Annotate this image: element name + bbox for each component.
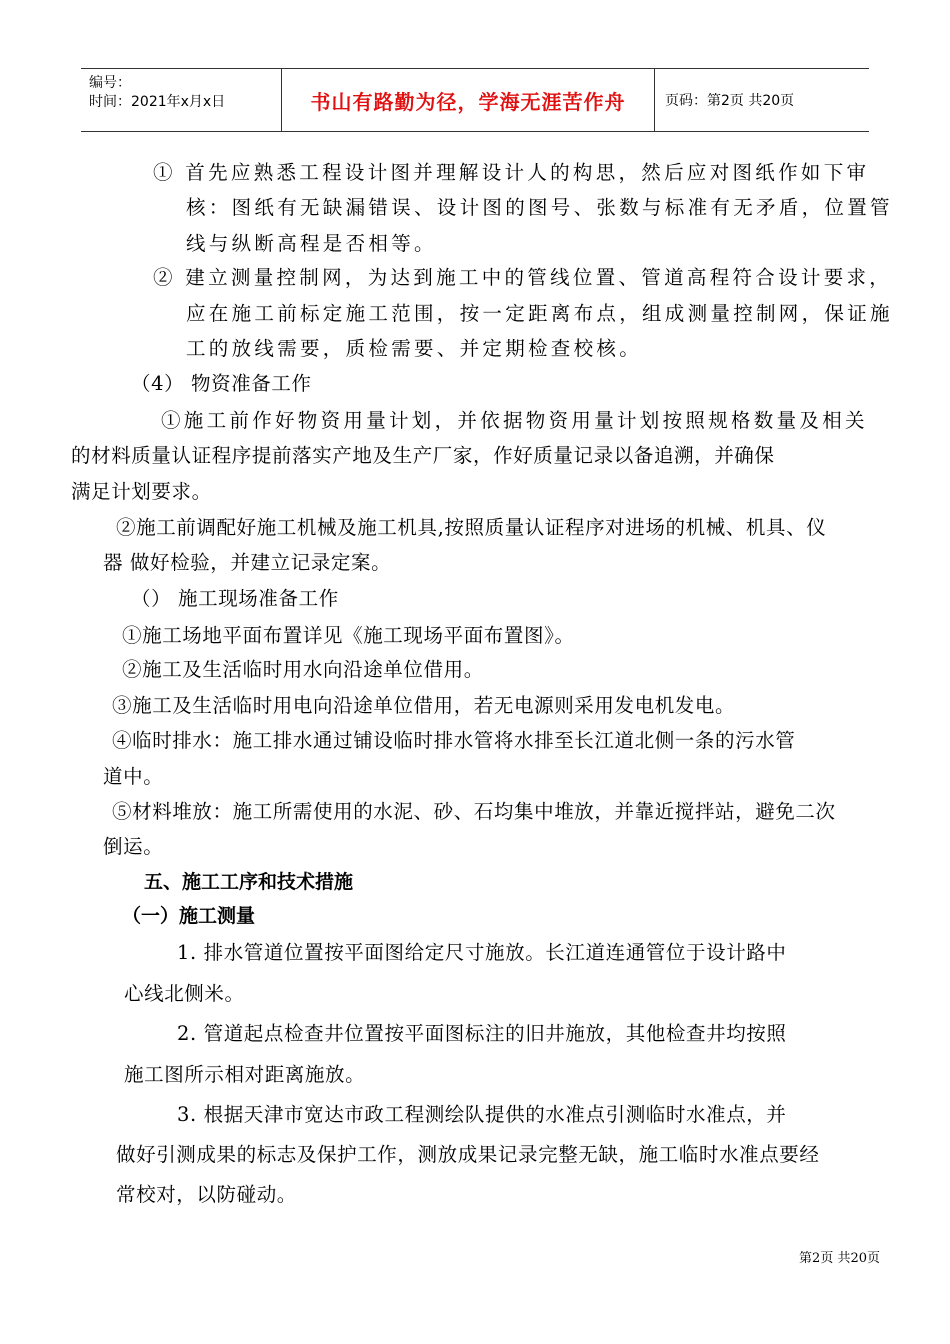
paragraph-line: 道中。 bbox=[103, 765, 164, 788]
paragraph-line: 1. 排水管道位置按平面图给定尺寸施放。长江道连通管位于设计路中 bbox=[177, 941, 787, 964]
page-header bbox=[81, 68, 869, 132]
chapter-heading: 五、施工工序和技术措施 bbox=[144, 871, 354, 893]
section-heading: （4） 物资准备工作 bbox=[131, 372, 312, 395]
paragraph-line: ③施工及生活临时用电向沿途单位借用，若无电源则采用发电机发电。 bbox=[112, 694, 736, 717]
paragraph-line: 3. 根据天津市宽达市政工程测绘队提供的水准点引测临时水准点，并 bbox=[177, 1103, 787, 1126]
paragraph-line: ⑤材料堆放：施工所需使用的水泥、砂、石均集中堆放，并靠近搅拌站，避免二次 bbox=[112, 800, 836, 823]
header-page-info: 页码：第2页 共20页 bbox=[665, 93, 795, 109]
paragraph-line: 心线北侧米。 bbox=[124, 982, 245, 1005]
paragraph-line: 的材料质量认证程序提前落实产地及生产厂家，作好质量记录以备追溯，并确保 bbox=[71, 444, 775, 467]
page-footer: 第2页 共20页 bbox=[799, 1251, 880, 1266]
document-time-label: 时间：2021年x月x日 bbox=[89, 94, 226, 110]
paragraph-line: 核：图纸有无缺漏错误、设计图的图号、张数与标准有无矛盾，位置管 bbox=[186, 196, 893, 219]
paragraph-line: 应在施工前标定施工范围，按一定距离布点，组成测量控制网，保证施 bbox=[186, 302, 893, 325]
section-heading: （） 施工现场准备工作 bbox=[131, 587, 339, 610]
paragraph-line: 常校对，以防碰动。 bbox=[116, 1183, 297, 1206]
paragraph-line: ①施工场地平面布置详见《施工现场平面布置图》。 bbox=[122, 624, 575, 647]
document-number-label: 编号： bbox=[89, 75, 131, 91]
paragraph-line: 做好引测成果的标志及保护工作，测放成果记录完整无缺，施工临时水准点要经 bbox=[116, 1143, 820, 1166]
paragraph-line: ④临时排水：施工排水通过铺设临时排水管将水排至长江道北侧一条的污水管 bbox=[112, 729, 796, 752]
subsection-heading: （一）施工测量 bbox=[122, 905, 256, 927]
paragraph-line: ① 首先应熟悉工程设计图并理解设计人的构思，然后应对图纸作如下审 bbox=[153, 161, 870, 184]
paragraph-line: ②施工及生活临时用水向沿途单位借用。 bbox=[122, 658, 484, 681]
paragraph-line: ② 建立测量控制网，为达到施工中的管线位置、管道高程符合设计要求， bbox=[153, 266, 893, 289]
paragraph-line: 施工图所示相对距离施放。 bbox=[124, 1063, 366, 1086]
header-motto: 书山有路勤为径，学海无涯苦作舟 bbox=[282, 69, 655, 131]
paragraph-line: 2. 管道起点检查井位置按平面图标注的旧井施放，其他检查井均按照 bbox=[177, 1022, 787, 1045]
header-meta bbox=[81, 69, 282, 131]
paragraph-line: ①施工前作好物资用量计划，并依据物资用量计划按照规格数量及相关 bbox=[161, 409, 868, 432]
paragraph-line: 工的放线需要，质检需要、并定期检查校核。 bbox=[186, 337, 643, 360]
paragraph-line: 满足计划要求。 bbox=[71, 480, 212, 503]
paragraph-line: ②施工前调配好施工机械及施工机具,按照质量认证程序对进场的机械、机具、仪 bbox=[116, 516, 827, 539]
paragraph-line: 线与纵断高程是否相等。 bbox=[186, 232, 437, 255]
paragraph-line: 倒运。 bbox=[103, 835, 164, 858]
paragraph-line: 器 做好检验，并建立记录定案。 bbox=[103, 551, 392, 574]
